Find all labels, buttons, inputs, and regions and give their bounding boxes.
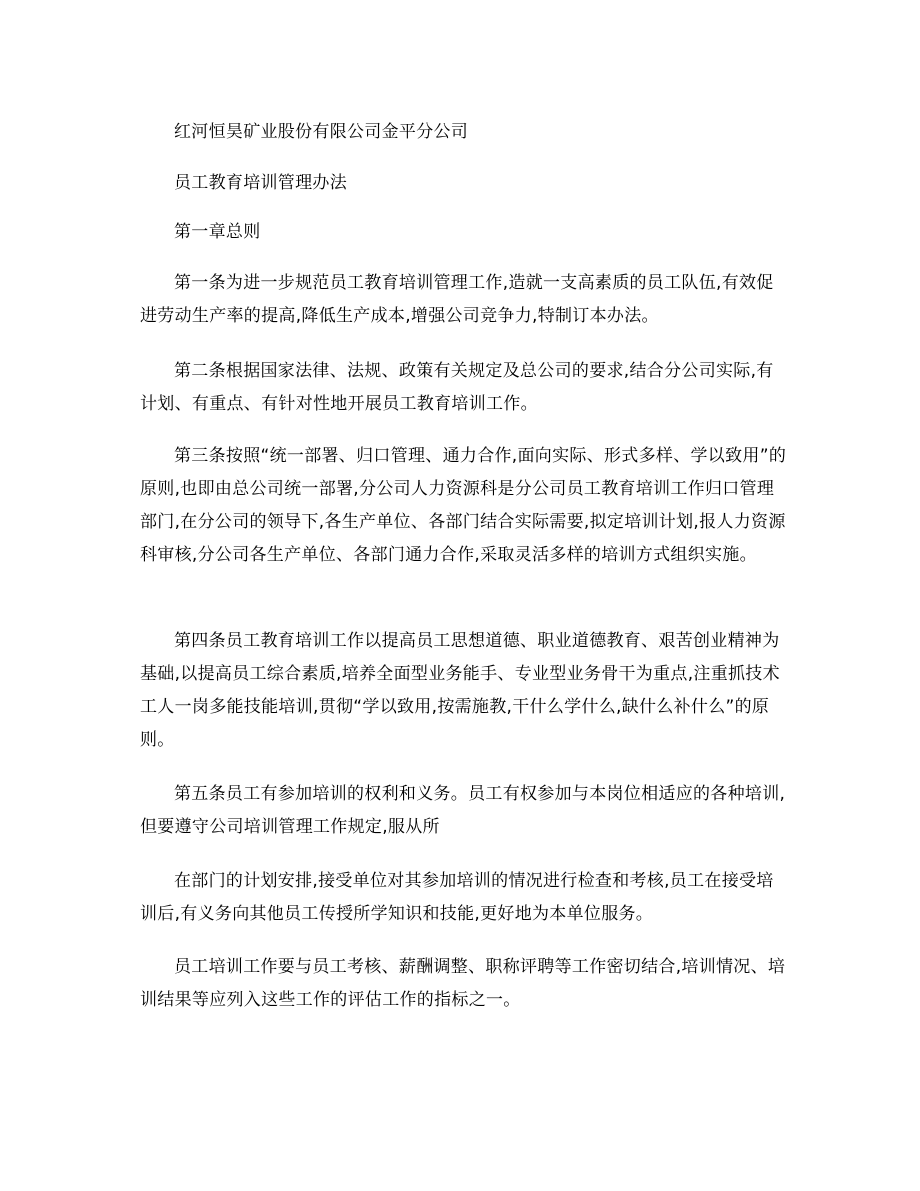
article-1: 第一条为进一步规范员工教育培训管理工作,造就一支高素质的员工队伍,有效促进劳动生产率的提高,降低生产成本,增强公司竞争力,特制订本办法。 <box>140 273 774 326</box>
article-2: 第二条根据国家法律、法规、政策有关规定及总公司的要求,结合分公司实际,有计划、有重点、有针对性地开展员工教育培训工作。 <box>140 361 774 414</box>
document-title: 员工教育培训管理办法 <box>174 173 347 193</box>
article-3: 第三条按照“统一部署、归口管理、通力合作,面向实际、形式多样、学以致用”的原则,也即由总公司统一部署,分公司人力资源科是分公司员工教育培训工作归口管理部门,在分公司的领导下,各生产单位、各部门结合实际需要,拟定培训计划,报人力资源科审核,分公司各生产单位、各部门通力合作,采取灵活多样的培训方式组织实施。 <box>140 446 787 565</box>
article-5-part-1: 第五条员工有参加培训的权利和义务。员工有权参加与本岗位相适应的各种培训,但要遵守公司培训管理工作规定,服从所 <box>140 784 786 837</box>
chapter-heading: 第一章总则 <box>174 222 261 242</box>
company-name: 红河恒昊矿业股份有限公司金平分公司 <box>174 122 469 142</box>
article-5-part-2: 在部门的计划安排,接受单位对其参加培训的情况进行检查和考核,员工在接受培训后,有义务向其他员工传授所学知识和技能,更好地为本单位服务。 <box>140 871 774 924</box>
closing-paragraph: 员工培训工作要与员工考核、薪酬调整、职称评聘等工作密切结合,培训情况、培训结果等应列入这些工作的评估工作的指标之一。 <box>140 957 786 1010</box>
article-4: 第四条员工教育培训工作以提高员工思想道德、职业道德教育、艰苦创业精神为基础,以提高员工综合素质,培养全面型业务能手、专业型业务骨干为重点,注重抓技术工人一岗多能技能培训,贯彻“学以致用,按需施教,干什么学什么,缺什么补什么”的原则。 <box>140 631 780 750</box>
